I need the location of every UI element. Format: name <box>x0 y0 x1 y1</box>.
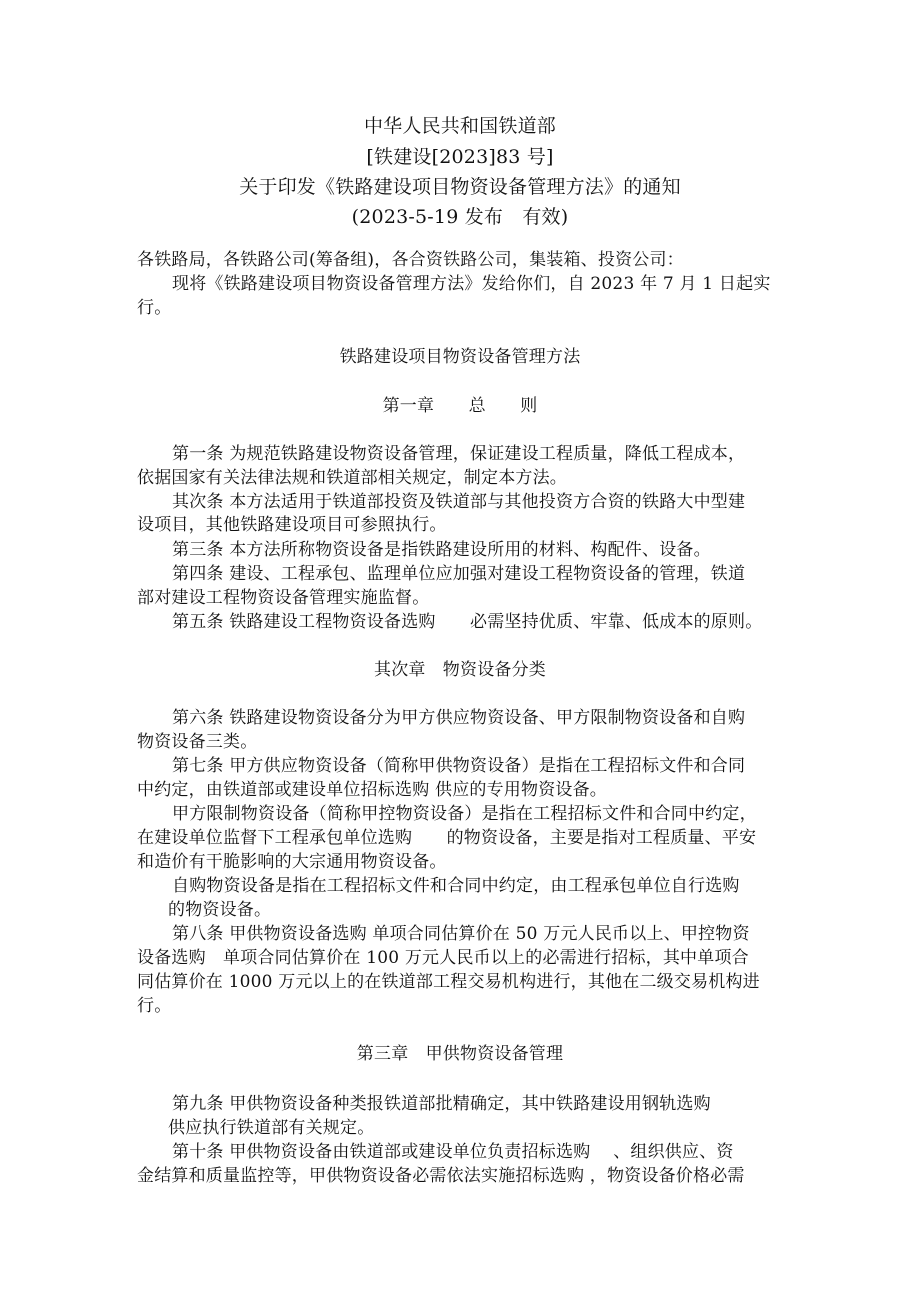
article-line: 同估算价在 1000 万元以上的在铁道部工程交易机构进行，其他在二级交易机构进 <box>137 972 760 992</box>
document-number: [铁建设[2023]83 号] <box>366 146 554 168</box>
article-line: 供应执行铁道部有关规定。 <box>168 1118 375 1138</box>
article-line: 第七条 甲方供应物资设备（简称甲供物资设备）是指在工程招标文件和合同 <box>172 756 746 776</box>
article-line: 金结算和质量监控等，甲供物资设备必需依法实施招标选购 ，物资设备价格必需 <box>137 1166 745 1186</box>
article-line: 物资设备三类。 <box>137 732 258 752</box>
article-line: 中约定，由铁道部或建设单位招标选购 供应的专用物资设备。 <box>137 780 608 800</box>
issue-date-status: (2023-5-19 发布 有效) <box>351 206 569 228</box>
article-line: 第四条 建设、工程承包、监理单位应加强对建设工程物资设备的管理，铁道 <box>172 564 746 584</box>
article-line: 第一条 为规范铁路建设物资设备管理，保证建设工程质量，降低工程成本， <box>172 444 746 464</box>
article-line: 设备选购 单项合同估算价在 100 万元人民币以上的必需进行招标，其中单项合 <box>137 948 749 968</box>
notice-line-1: 现将《铁路建设项目物资设备管理方法》发给你们，自 2023 年 7 月 1 日起实 <box>172 274 771 294</box>
article-line: 甲方限制物资设备（简称甲控物资设备）是指在工程招标文件和合同中约定， <box>172 804 757 824</box>
regulation-title: 铁路建设项目物资设备管理方法 <box>339 347 581 367</box>
article-line: 第八条 甲供物资设备选购 单项合同估算价在 50 万元人民币以上、甲控物资 <box>172 924 750 944</box>
article-line: 第九条 甲供物资设备种类报铁道部批精确定，其中铁路建设用钢轨选购 <box>172 1094 711 1114</box>
article-line: 其次条 本方法适用于铁道部投资及铁道部与其他投资方合资的铁路大中型建 <box>172 492 746 512</box>
article-line: 设项目，其他铁路建设项目可参照执行。 <box>137 515 447 535</box>
article-line: 第十条 甲供物资设备由铁道部或建设单位负责招标选购 、组织供应、资 <box>172 1142 734 1162</box>
notice-line-2: 行。 <box>137 298 172 318</box>
recipients-line: 各铁路局，各铁路公司(筹备组)，各合资铁路公司，集装箱、投资公司： <box>137 250 684 270</box>
chapter-heading: 第一章 总 则 <box>382 396 538 416</box>
article-line: 和造价有干脆影响的大宗通用物资设备。 <box>137 852 447 872</box>
article-line: 部对建设工程物资设备管理实施监督。 <box>137 588 430 608</box>
article-line: 第三条 本方法所称物资设备是指铁路建设所用的材料、构配件、设备。 <box>172 540 711 560</box>
chapter-heading: 第三章 甲供物资设备管理 <box>356 1044 564 1064</box>
article-line: 的物资设备。 <box>168 900 272 920</box>
article-line: 依据国家有关法律法规和铁道部相关规定，制定本方法。 <box>137 468 567 488</box>
chapter-heading: 其次章 物资设备分类 <box>374 660 546 680</box>
article-line: 第六条 铁路建设物资设备分为甲方供应物资设备、甲方限制物资设备和自购 <box>172 708 746 728</box>
notice-subject: 关于印发《铁路建设项目物资设备管理方法》的通知 <box>239 176 681 198</box>
article-line: 第五条 铁路建设工程物资设备选购 必需坚持优质、牢靠、低成本的原则。 <box>172 612 763 632</box>
article-line: 在建设单位监督下工程承包单位选购 的物资设备，主要是指对工程质量、平安 <box>137 828 757 848</box>
issuer-title: 中华人民共和国铁道部 <box>363 115 556 137</box>
article-line: 自购物资设备是指在工程招标文件和合同中约定，由工程承包单位自行选购 <box>172 876 740 896</box>
article-line: 行。 <box>137 996 172 1016</box>
